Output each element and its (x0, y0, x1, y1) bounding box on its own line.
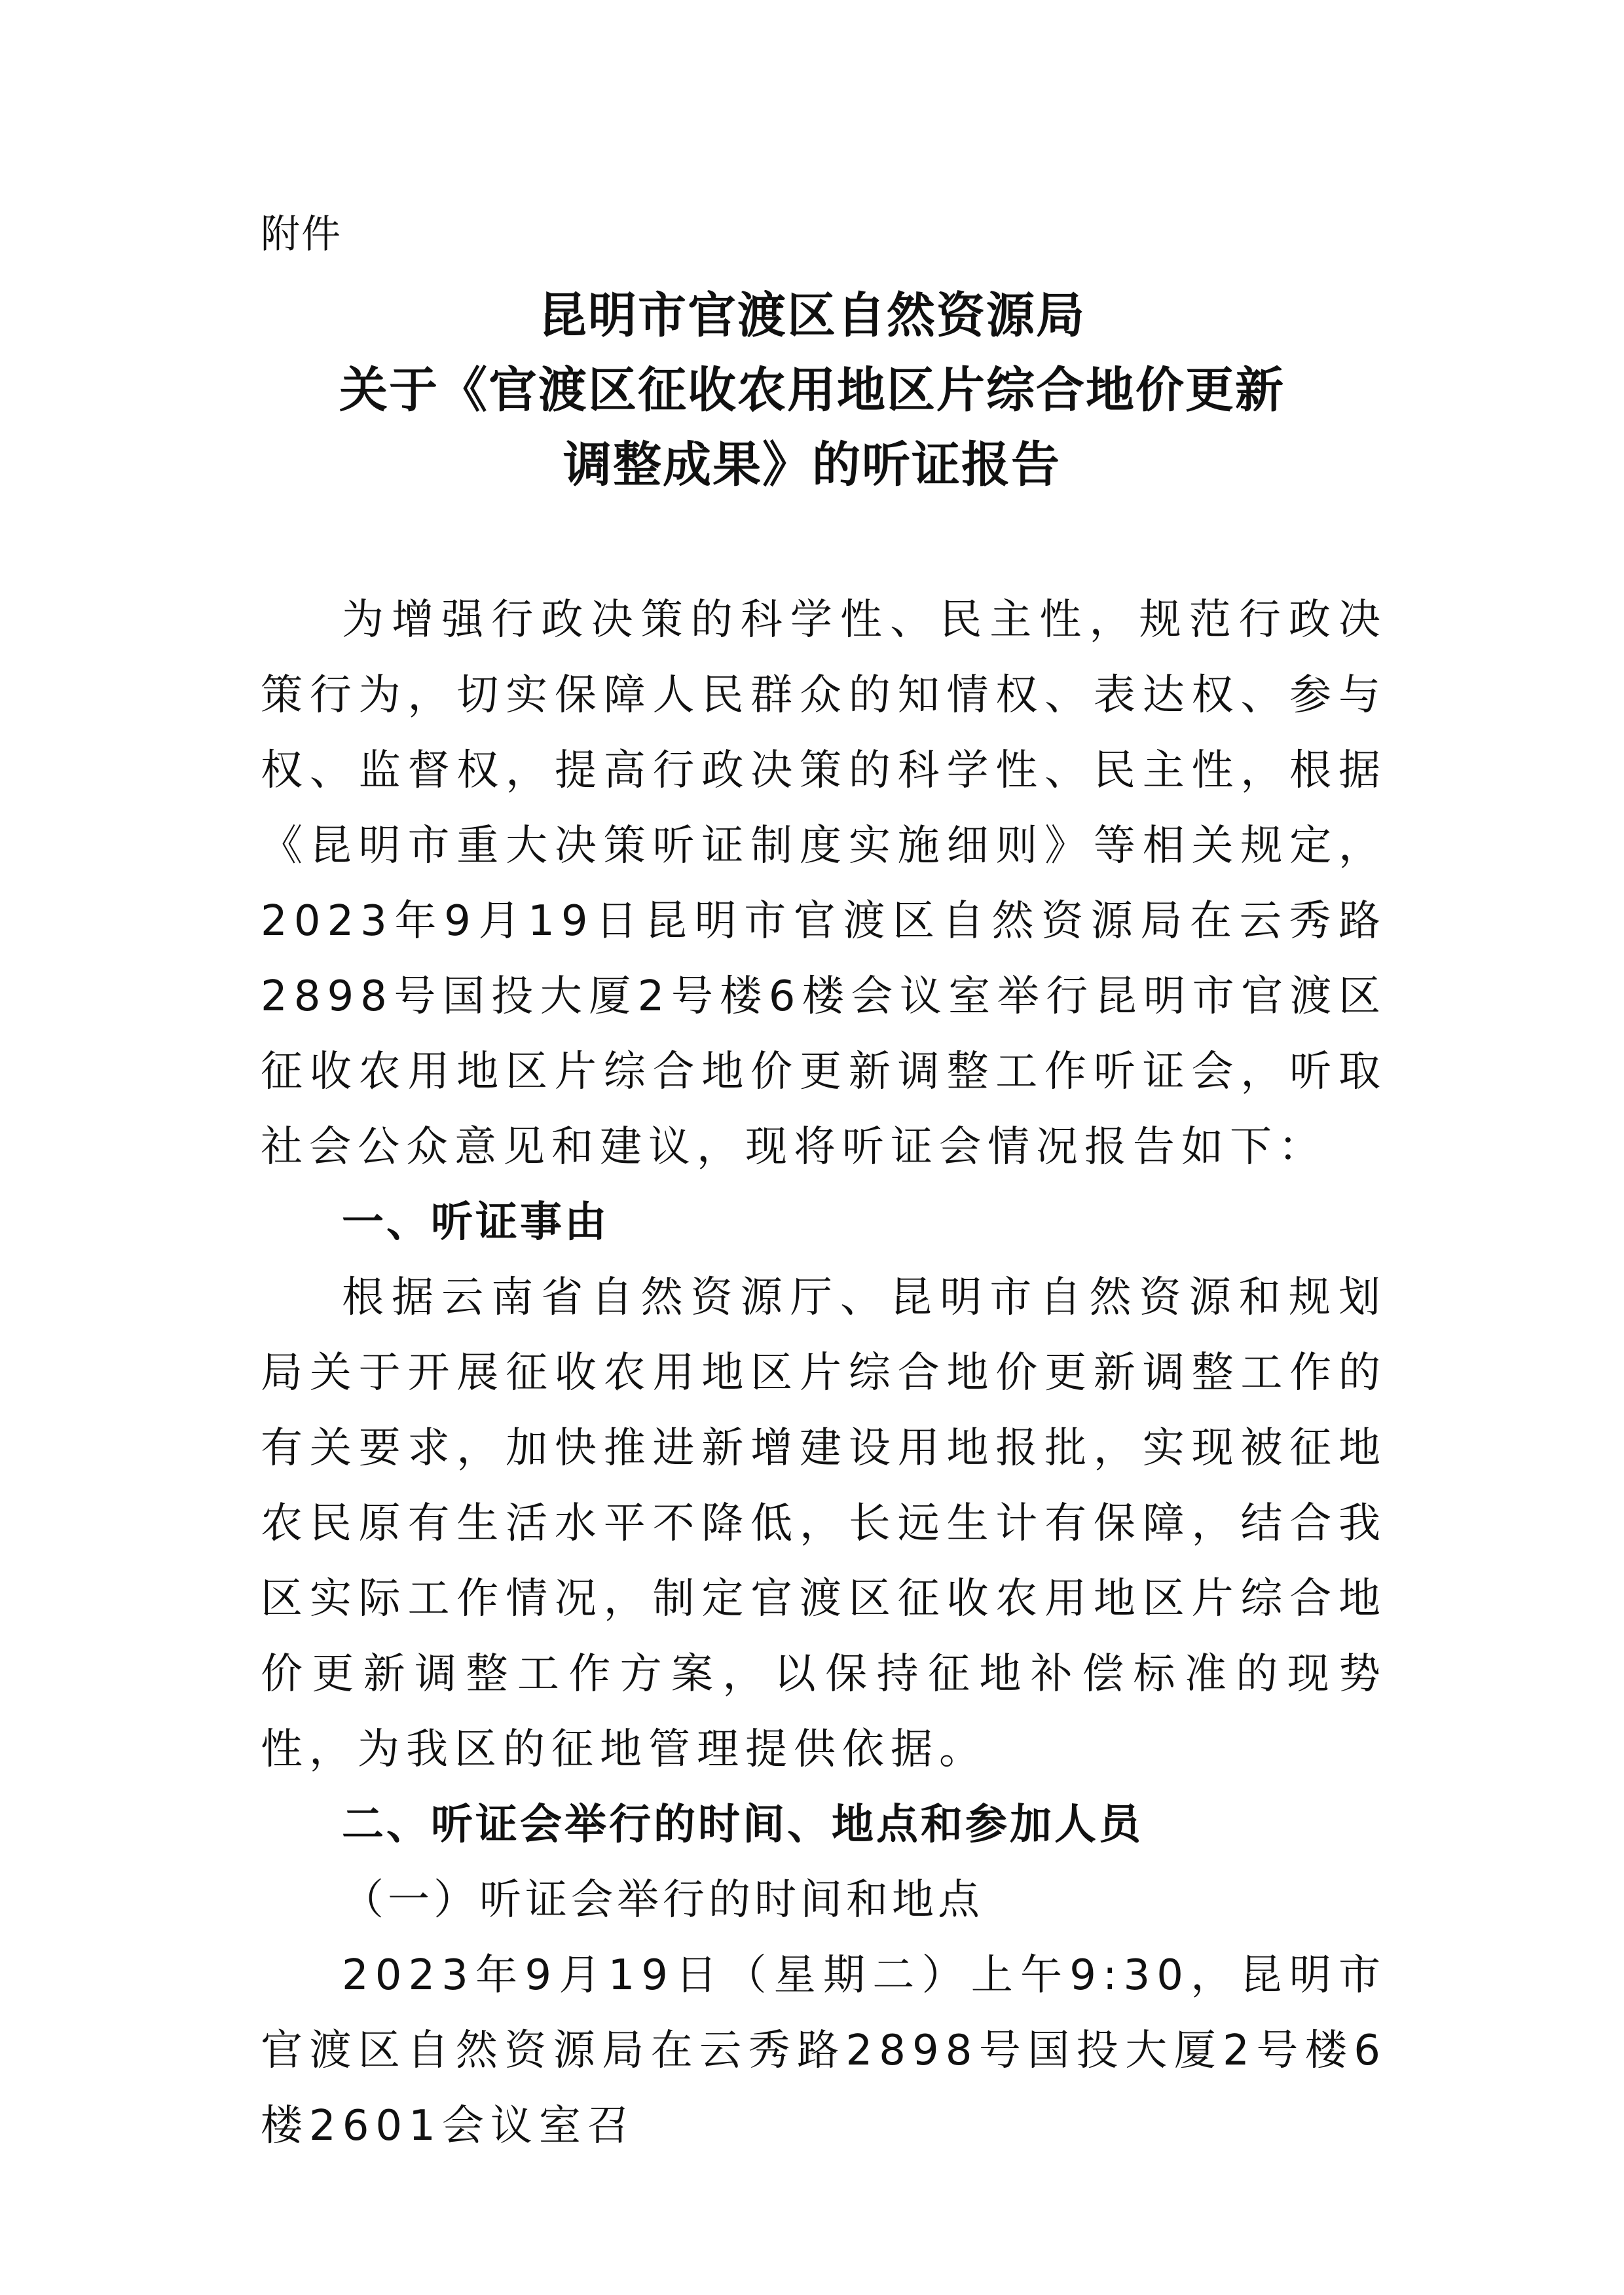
intro-paragraph: 为增强行政决策的科学性、民主性，规范行政决策行为，切实保障人民群众的知情权、表达权、参与权、监督权，提高行政决策的科学性、民主性，根据《昆明市重大决策听证制度实施细则》等相关规定，2023年9月19日昆明市官渡区自然资源局在云秀路2898号国投大厦2号楼6楼会议室举行昆明市官渡区征收农用地区片综合地价更新调整工作听证会，听取社会公众意见和建议，现将听证会情况报告如下： (261, 596, 1387, 1171)
title-line-2: 关于《官渡区征收农用地区片综合地价更新 (339, 362, 1285, 418)
title-line-3: 调整成果》的听证报告 (563, 437, 1061, 493)
hearing-reason-paragraph: 根据云南省自然资源厅、昆明市自然资源和规划局关于开展征收农用地区片综合地价更新调整工作的有关要求，加快推进新增建设用地报批，实现被征地农民原有生活水平不降低，长远生计有保障，结合我区实际工作情况，制定官渡区征收农用地区片综合地价更新调整工作方案，以保持征地补偿标准的现势性，为我区的征地管理提供依据。 (261, 1274, 1387, 1774)
section-heading-time-place-participants: 二、听证会举行的时间、地点和参加人员 (342, 1801, 1143, 1849)
attachment-label: 附件 (261, 211, 342, 257)
time-place-paragraph: 2023年9月19日（星期二）上午9:30，昆明市官渡区自然资源局在云秀路2898号国投大厦2号楼6楼2601会议室召 (261, 1951, 1387, 2150)
document-body (261, 583, 1387, 2164)
subsection-heading-time-place: （一）听证会举行的时间和地点 (342, 1876, 984, 1924)
document-title (196, 278, 1428, 502)
title-line-1: 昆明市官渡区自然资源局 (538, 287, 1086, 344)
section-heading-hearing-reason: 一、听证事由 (342, 1198, 609, 1247)
